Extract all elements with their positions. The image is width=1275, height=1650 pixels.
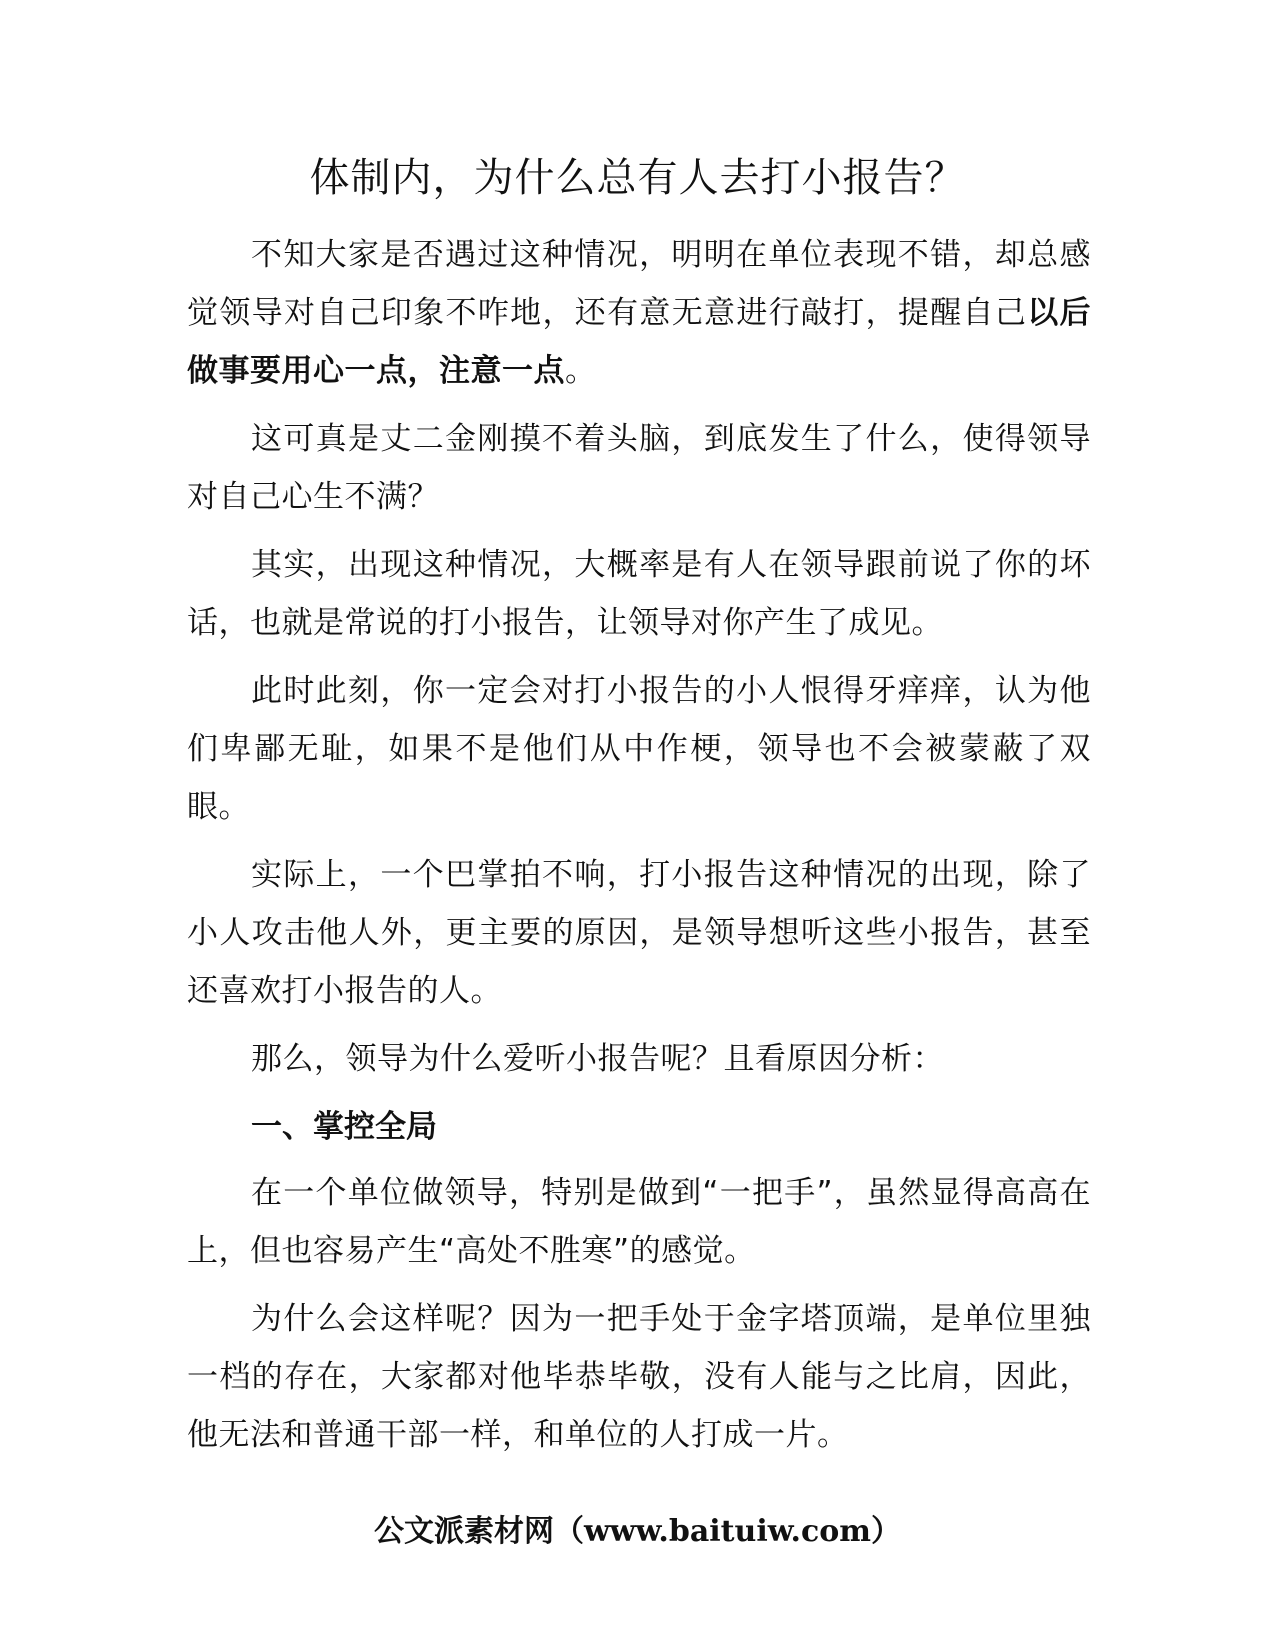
- paragraph-1-text: 不知大家是否遇过这种情况，明明在单位表现不错，却总感觉领导对自己印象不咋地，还有意无意进行敲打，提醒自己: [187, 237, 1091, 331]
- footer-watermark: 公文派素材网（www.baituiw.com）: [373, 1514, 902, 1549]
- paragraph-2: 这可真是丈二金刚摸不着头脑，到底发生了什么，使得领导对自己心生不满？: [187, 421, 1091, 515]
- document-body: [187, 226, 1091, 1474]
- paragraph-1-bold-text: 以后做事要用心一点，注意一点: [187, 295, 1092, 389]
- paragraph-1: [187, 226, 1091, 400]
- section-paragraph-2: 为什么会这样呢？因为一把手处于金字塔顶端，是单位里独一档的存在，大家都对他毕恭毕敬，没有人能与之比肩，因此，他无法和普通干部一样，和单位的人打成一片。: [187, 1301, 1091, 1453]
- document-title: 体制内，为什么总有人去打小报告？: [309, 155, 966, 201]
- paragraph-5: 实际上，一个巴掌拍不响，打小报告这种情况的出现，除了小人攻击他人外，更主要的原因，是领导想听这些小报告，甚至还喜欢打小报告的人。: [187, 857, 1091, 1009]
- section-heading: 一、掌控全局: [251, 1109, 437, 1145]
- paragraph-1-tail: 。: [565, 353, 597, 389]
- paragraph-6: 那么，领导为什么爱听小报告呢？且看原因分析：: [251, 1041, 944, 1077]
- section-paragraph-1: 在一个单位做领导，特别是做到“一把手”，虽然显得高高在上，但也容易产生“高处不胜寒”的感觉。: [187, 1175, 1091, 1269]
- paragraph-4: 此时此刻，你一定会对打小报告的小人恨得牙痒痒，认为他们卑鄙无耻，如果不是他们从中作梗，领导也不会被蒙蔽了双眼。: [187, 673, 1091, 825]
- paragraph-3: 其实，出现这种情况，大概率是有人在领导跟前说了你的坏话，也就是常说的打小报告，让领导对你产生了成见。: [187, 547, 1091, 641]
